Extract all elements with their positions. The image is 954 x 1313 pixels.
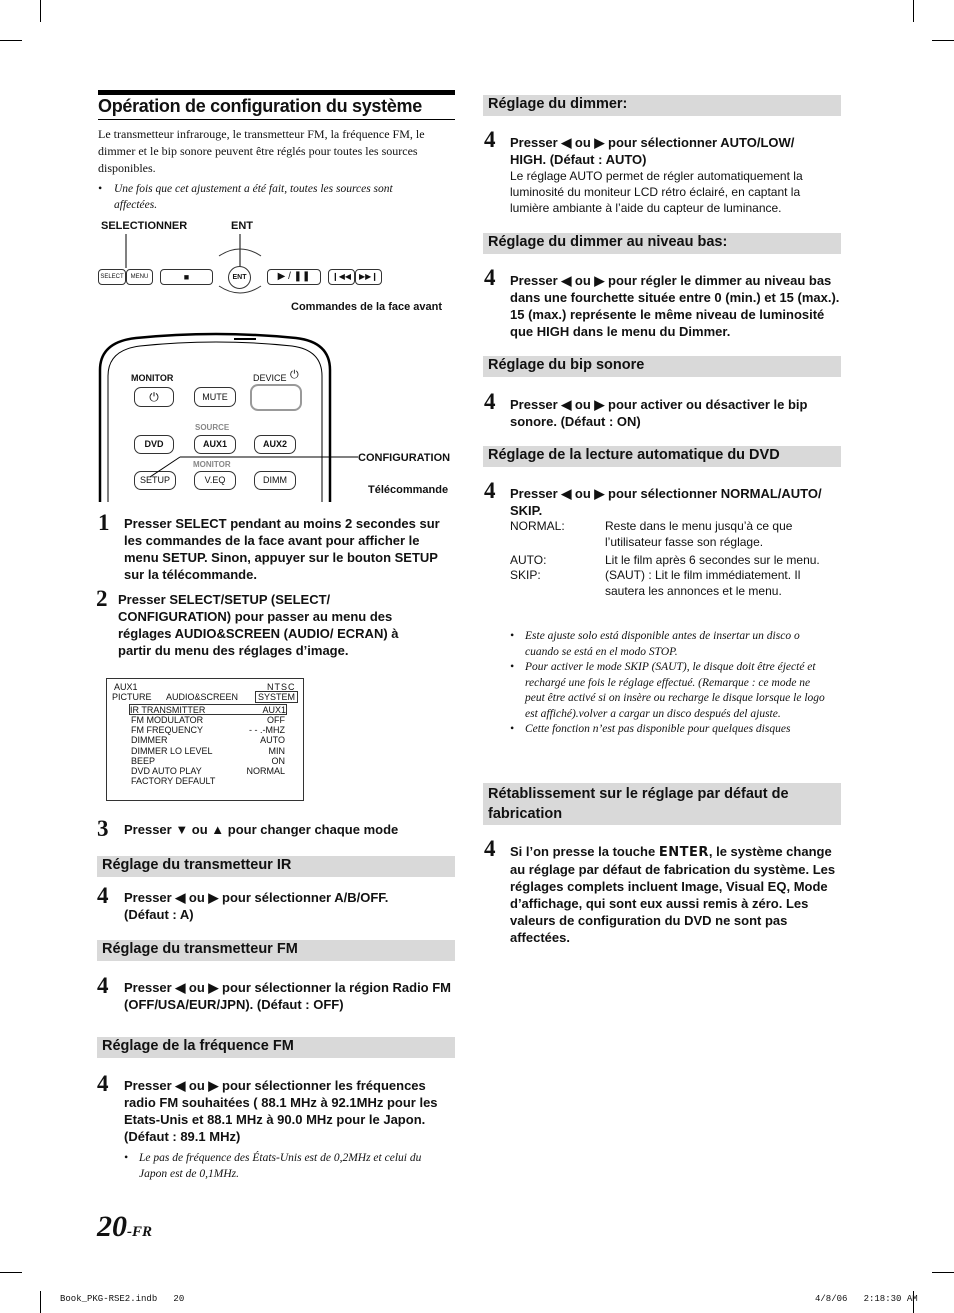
section-fm-transmitter: Réglage du transmetteur FM [97,940,455,961]
menu-row [131,715,285,725]
ir-step-text: Presser ◀ ou ▶ pour sélectionner A/B/OFF. (Défaut : A) [124,890,389,922]
device-power-button[interactable] [250,384,302,411]
menu-row-name: FACTORY DEFAULT [131,776,216,787]
prev-button[interactable]: ❙◀◀ [328,269,355,285]
enter-key-label: ENTER [658,845,709,860]
power-icon: ⏻ [290,369,299,381]
veq-button[interactable]: V.EQ [194,471,236,490]
ent-label: ENT [231,220,253,232]
page-number: 20-FR [97,1210,153,1243]
intro-text: Le transmetteur infrarouge, le transmetteur FM, la fréquence FM, le dimmer et le bip sonore peuvent être réglés pour toutes les sources disponibles. [98,127,425,175]
step-number: 4 [484,127,496,152]
dimm-button[interactable]: DIMM [254,471,296,490]
step-number: 4 [97,883,109,908]
step-number: 4 [484,389,496,414]
step-number: 2 [96,586,108,611]
dimmer-step-text: Presser ◀ ou ▶ pour sélectionner AUTO/LOW/ HIGH. (Défaut : AUTO) [510,135,795,167]
section-factory-default: Rétablissement sur le réglage par défaut de fabrication [483,783,841,825]
step-number: 4 [97,973,109,998]
mute-button[interactable]: MUTE [194,387,236,407]
step-1-text: Presser SELECT pendant au moins 2 secondes sur les commandes de la face avant pour afficher le menu SETUP. Sinon, appuyer sur le bouton SETUP sur la télécommande. [124,516,440,582]
section-fm-frequency: Réglage de la fréquence FM [97,1037,455,1058]
page-title: Opération de configuration du système [98,96,455,120]
configuration-leader [150,455,360,480]
menu-row-value: - - .-MHZ [249,725,285,736]
monitor-label: MONITOR [131,373,174,383]
next-button[interactable]: ▶▶❙ [355,269,382,285]
footer-file: Book_PKG-RSE2.indb 20 [60,1294,185,1304]
footer-date: 4/8/06 2:18:30 AM [815,1294,918,1304]
step-number: 4 [484,265,496,290]
setup-menu-screen [106,678,304,801]
menu-row [129,704,287,715]
menu-row [131,766,285,776]
step-number: 4 [484,478,496,503]
crop-mark [0,1272,22,1273]
menu-row [131,756,285,766]
crop-mark [932,40,954,41]
crop-mark [913,0,914,22]
source-label: SOURCE [195,423,230,432]
step-2-text: Presser SELECT/SETUP (SELECT/ CONFIGURATION) pour passer au menu des réglages AUDIO&SCREEN (AUDIO/ ECRAN) à partir du menu des réglages d’image. [118,592,399,658]
menu-row-name: FM MODULATOR [131,715,204,725]
aux2-button[interactable]: AUX2 [254,435,296,454]
dvd-option-desc: Reste dans le menu jusqu’à ce que l’utilisateur fasse son réglage. [605,519,793,549]
section-dimmer-low: Réglage du dimmer au niveau bas: [483,233,841,254]
menu-source: AUX1 [114,682,138,692]
menu-row-name: DIMMER [131,735,168,746]
menu-row [131,776,285,786]
crop-mark [0,40,22,41]
monitor-group-label: MONITOR [193,460,231,469]
fm-step-text: Presser ◀ ou ▶ pour sélectionner la région Radio FM (OFF/USA/EUR/JPN). (Défaut : OFF) [124,980,452,1012]
intro-note: • Une fois que cet ajustement a été fait, toutes les sources sont affectées. [98,183,393,211]
stop-button[interactable]: ■ [160,269,213,285]
menu-tab-system: SYSTEM [255,691,298,703]
remote-caption: Télécommande [368,484,449,496]
freq-step-text: Presser ◀ ou ▶ pour sélectionner les fréquences radio FM souhaitées ( 88.1 MHz à 92.1MHz pour les Etats-Unis et 88.1 MHz à 90.0 MHz pour le Japon. (Défaut : 89.1 MHz) [124,1078,438,1144]
step-number: 3 [97,816,109,841]
title-bar [98,90,455,95]
dvd-button[interactable]: DVD [134,435,174,454]
section-ir-transmitter: Réglage du transmetteur IR [97,856,455,877]
step-number: 1 [98,510,110,535]
select-label: SELECTIONNER [101,220,188,232]
ent-button[interactable]: ENT [228,266,251,289]
monitor-power-button[interactable]: ⏻ [134,387,174,407]
menu-row-value: MIN [268,745,285,756]
dvd-option-key: SKIP: [510,568,541,582]
menu-row-name: DIMMER LO LEVEL [131,745,213,756]
select-button[interactable]: SELECT [98,269,126,285]
crop-mark [40,1291,41,1313]
crop-mark [40,0,41,22]
menu-row-name: BEEP [131,755,156,766]
dvd-option-key: AUTO: [510,553,547,567]
dvd-step-text: Presser ◀ ou ▶ pour sélectionner NORMAL/AUTO/ SKIP. [510,486,822,518]
menu-row-value: NORMAL [246,765,285,776]
beep-step-text: Presser ◀ ou ▶ pour activer ou désactiver le bip sonore. (Défaut : ON) [510,397,808,429]
section-dvd-auto-play: Réglage de la lecture automatique du DVD [483,446,841,467]
step-number: 4 [97,1071,109,1096]
menu-row-value: AUTO [260,735,285,746]
setup-button[interactable]: SETUP [134,471,176,490]
menu-rows [131,705,285,786]
freq-note: • Le pas de fréquence des États-Unis est de 0,2MHz et celui du Japon est de 0,1MHz. [124,1152,422,1180]
dimlow-step-text: Presser ◀ ou ▶ pour régler le dimmer au niveau bas dans une fourchette située entre 0 (min.) et 15 (max.). 15 (max.) représente le même niveau de luminosité que HIGH dans le menu du Dimmer. [510,273,840,339]
menu-ntsc: NTSC [267,682,296,692]
dimmer-body: Le réglage AUTO permet de régler automatiquement la luminosité du moniteur LCD rétro éclairé, en captant la lumière ambiante à l’aide du capteur de luminance. [510,169,803,215]
play-pause-button[interactable]: ▶ / ❚❚ [267,269,321,285]
menu-row [131,725,285,735]
section-dimmer: Réglage du dimmer: [483,95,841,116]
aux1-button[interactable]: AUX1 [194,435,236,454]
factory-step-text: Si l’on presse la touche ENTER, le système change au réglage par défaut de fabrication du système. Les réglages complets incluent Image, Visual EQ, Mode d’affichage, qui sont eux aussi remis à zéro. Les valeurs de configuration du DVD ne sont pas affectées. [510,844,836,945]
menu-row-name: FM FREQUENCY [131,725,203,736]
dvd-option-key: NORMAL: [510,519,565,533]
crop-mark [932,1272,954,1273]
menu-row-name: IR TRANSMITTER [130,705,206,715]
menu-tab-picture: PICTURE [112,692,152,702]
dvd-notes: • Este ajuste solo está disponible antes de insertar un disco o cuando se está en el modo STOP. • Pour activer le mode SKIP (SAUT), le disque doit être éjecté et rechargé une fois le réglage effectué. (Remarque : ce mode ne peut être activé si on insère ou recharge le disque lorsque le logo est affiché).volver a cargar un disco después del ajuste. • Cette fonction n’est pas disponible pour quelques disques [510,630,825,735]
menu-row [131,746,285,756]
menu-row-name: DVD AUTO PLAY [131,765,202,776]
menu-row-value: OFF [267,715,285,725]
step-3-text: Presser ▼ ou ▲ pour changer chaque mode [124,822,399,837]
menu-row-value: ON [271,755,285,766]
dvd-option-desc: Lit le film après 6 secondes sur le menu. [605,553,820,567]
configuration-label: CONFIGURATION [358,452,451,464]
section-beep: Réglage du bip sonore [483,356,841,377]
dvd-option-desc: (SAUT) : Lit le film immédiatement. Il sautera les annonces et le menu. [605,568,801,598]
step-number: 4 [484,836,496,861]
menu-row [131,735,285,745]
front-panel-caption: Commandes de la face avant [291,301,443,313]
menu-tab-audio-screen: AUDIO&SCREEN [166,692,239,702]
device-label: DEVICE [253,373,287,383]
menu-button[interactable]: MENU [126,269,153,285]
menu-row-value: AUX1 [262,705,286,715]
